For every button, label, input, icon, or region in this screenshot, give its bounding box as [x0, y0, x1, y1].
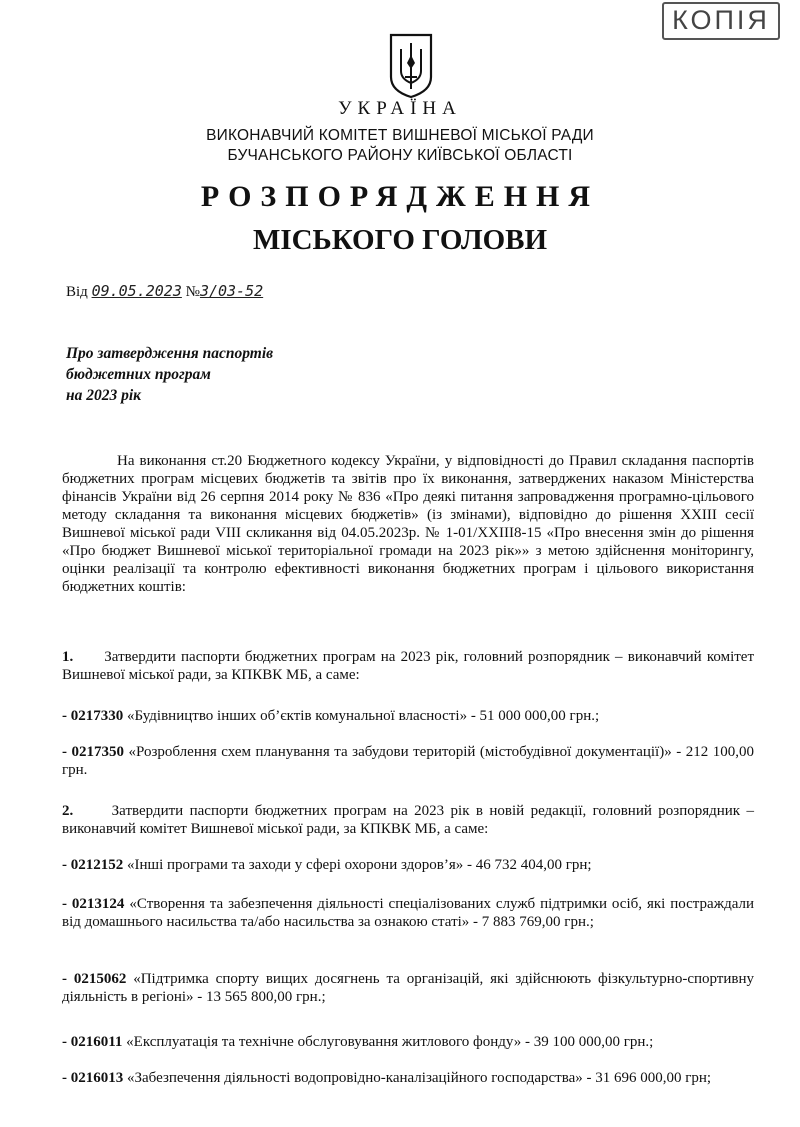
section-text: Затвердити паспорти бюджетних програм на 2023 рік в новій редакції, головний розпорядник – виконавчий комітет Вишневої міської ради, за КПКВК МБ, а саме: — [62, 803, 755, 837]
section-number: 1. — [62, 649, 74, 665]
date-label: Від — [66, 284, 88, 300]
document-title: РОЗПОРЯДЖЕННЯ — [200, 180, 600, 213]
document-number: 3/03-52 — [199, 282, 264, 300]
budget-code: - 0216013 — [62, 1070, 124, 1086]
country-name: УКРАЇНА — [338, 98, 462, 119]
budget-code: - 0212152 — [62, 857, 124, 873]
document-date: 09.05.2023 — [91, 282, 182, 300]
section-1-paragraph — [62, 648, 754, 684]
document-subtitle: МІСЬКОГО ГОЛОВИ — [252, 224, 548, 256]
budget-item — [62, 895, 754, 931]
section-2-paragraph — [62, 802, 754, 838]
budget-item-text: «Розроблення схем планування та забудови територій (містобудівної документації)» - 212 100,00 грн. — [62, 744, 755, 778]
budget-item — [62, 1033, 754, 1051]
section-number: 2. — [62, 803, 74, 819]
subject-line: на 2023 рік — [66, 387, 142, 404]
budget-item-text: «Створення та забезпечення діяльності спеціалізованих служб підтримки осіб, які постраждали від домашнього насильства та/або насильства за ознакою статі» - 7 883 769,00 грн.; — [62, 896, 755, 930]
budget-item — [62, 970, 754, 1006]
budget-code: - 0217350 — [62, 744, 125, 760]
budget-item-text: «Інші програми та заходи у сфері охорони здоров’я» - 46 732 404,00 грн; — [127, 857, 592, 873]
org-name-line2: БУЧАНСЬКОГО РАЙОНУ КИЇВСЬКОЇ ОБЛАСТІ — [227, 147, 573, 164]
budget-item-text: «Експлуатація та технічне обслуговування житлового фонду» - 39 100 000,00 грн.; — [126, 1034, 654, 1050]
budget-code: - 0217330 — [62, 708, 124, 724]
budget-item — [62, 1069, 754, 1087]
budget-code: - 0213124 — [62, 896, 125, 912]
budget-item — [62, 707, 754, 725]
document-subject — [66, 343, 273, 406]
coat-of-arms-icon — [388, 33, 434, 99]
number-label: № — [185, 284, 200, 300]
budget-item-text: «Будівництво інших об’єктів комунальної власності» - 51 000 000,00 грн.; — [127, 708, 600, 724]
subject-line: бюджетних програм — [66, 366, 211, 383]
budget-item-text: «Забезпечення діяльності водопровідно-каналізаційного господарства» - 31 696 000,00 грн; — [127, 1070, 712, 1086]
copy-stamp: КОПІЯ — [662, 2, 780, 40]
budget-code: - 0215062 — [62, 971, 127, 987]
budget-item — [62, 743, 754, 779]
subject-line: Про затвердження паспортів — [66, 345, 274, 362]
section-text: Затвердити паспорти бюджетних програм на 2023 рік, головний розпорядник – виконавчий комітет Вишневої міської ради, за КПКВК МБ, а саме: — [62, 649, 755, 683]
dateline — [66, 282, 263, 301]
budget-item-text: «Підтримка спорту вищих досягнень та організацій, які здійснюють фізкультурно-спортивну діяльність в регіоні» - 13 565 800,00 грн.; — [62, 971, 755, 1005]
budget-code: - 0216011 — [62, 1034, 123, 1050]
preamble-paragraph: На виконання ст.20 Бюджетного кодексу України, у відповідності до Правил складання паспортів бюджетних програм місцевих бюджетів та звітів про їх виконання, затверджених наказом Міністерства фінансів України від 26 серпня 2014 року № 836 «Про деякі питання запровадження програмно-цільового методу складання та виконання місцевих бюджетів» (із змінами), відповідно до рішення XXIII сесії Вишневої міської ради VIII скликання від 04.05.2023р. № 1-01/XXIII8-15 «Про внесення змін до рішення «Про бюджет Вишневої міської територіальної громади на 2023 рік»» з метою здійснення моніторингу, оцінки реалізації та контролю ефективності виконання бюджетних програм і цільового використання бюджетних коштів: — [62, 453, 754, 595]
budget-item — [62, 856, 754, 874]
org-name-line1: ВИКОНАВЧИЙ КОМІТЕТ ВИШНЕВОЇ МІСЬКОЇ РАДИ — [206, 127, 594, 144]
